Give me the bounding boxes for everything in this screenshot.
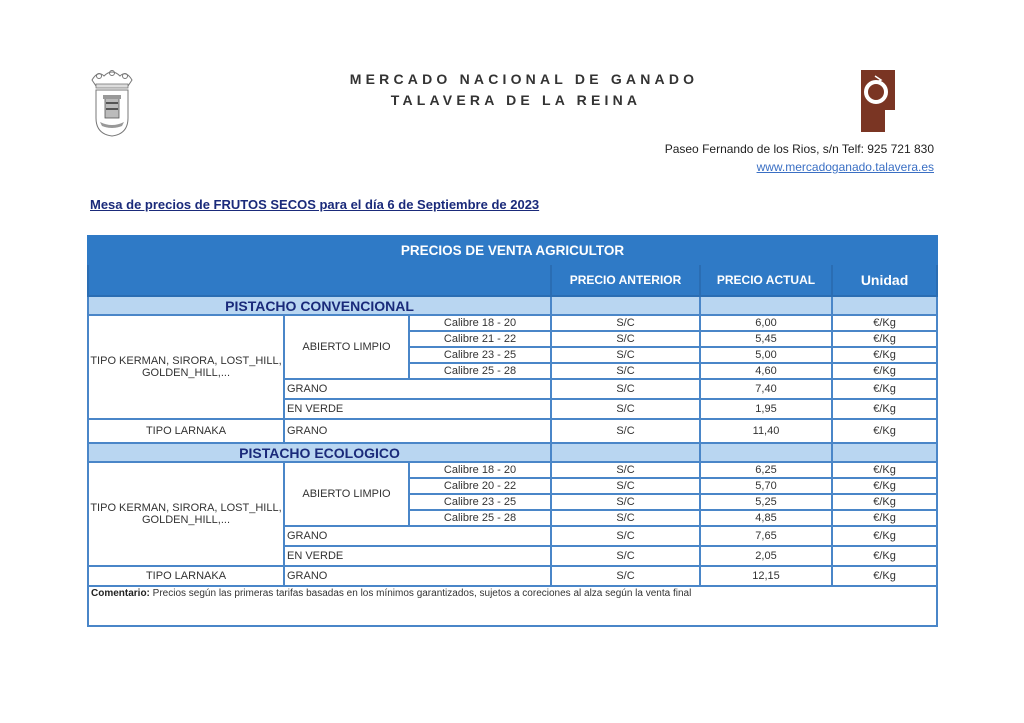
precio-actual-cell: 12,15 bbox=[700, 566, 832, 586]
precio-actual-cell: 5,70 bbox=[700, 478, 832, 494]
calibre-cell: Calibre 25 - 28 bbox=[409, 510, 551, 526]
market-logo-icon bbox=[859, 70, 897, 132]
product-cell: GRANO bbox=[284, 526, 551, 546]
product-cell: EN VERDE bbox=[284, 546, 551, 566]
precio-anterior-cell: S/C bbox=[551, 478, 700, 494]
website-link[interactable]: www.mercadoganado.talavera.es bbox=[756, 160, 934, 174]
unidad-cell: €/Kg bbox=[832, 494, 937, 510]
section-header-ecologico bbox=[88, 443, 937, 462]
org-name: MERCADO NACIONAL DE GANADO bbox=[349, 71, 699, 87]
section-filler bbox=[551, 443, 700, 462]
variety-cell: TIPO KERMAN, SIRORA, LOST_HILL, GOLDEN_HILL,... bbox=[88, 315, 284, 419]
section-header-convencional bbox=[88, 296, 937, 315]
unidad-cell: €/Kg bbox=[832, 315, 937, 331]
column-header-unidad: Unidad bbox=[832, 264, 937, 296]
column-header-precio-anterior: PRECIO ANTERIOR bbox=[551, 264, 700, 296]
precio-anterior-cell: S/C bbox=[551, 331, 700, 347]
unidad-cell: €/Kg bbox=[832, 478, 937, 494]
precio-actual-cell: 5,00 bbox=[700, 347, 832, 363]
precio-actual-cell: 7,40 bbox=[700, 379, 832, 399]
unidad-cell: €/Kg bbox=[832, 510, 937, 526]
comment-text: Precios según las primeras tarifas basadas en los mínimos garantizados, sujetos a coreciones al alza según la venta final bbox=[149, 588, 692, 599]
unidad-cell: €/Kg bbox=[832, 566, 937, 586]
precio-actual-cell: 6,00 bbox=[700, 315, 832, 331]
process-cell: ABIERTO LIMPIO bbox=[284, 462, 409, 526]
comment-label: Comentario: bbox=[91, 588, 150, 599]
precio-anterior-cell: S/C bbox=[551, 566, 700, 586]
section-filler bbox=[832, 443, 937, 462]
precio-anterior-cell: S/C bbox=[551, 347, 700, 363]
calibre-cell: Calibre 23 - 25 bbox=[409, 494, 551, 510]
precio-actual-cell: 4,85 bbox=[700, 510, 832, 526]
column-header-precio-actual: PRECIO ACTUAL bbox=[700, 264, 832, 296]
unidad-cell: €/Kg bbox=[832, 363, 937, 379]
precio-actual-cell: 2,05 bbox=[700, 546, 832, 566]
product-cell: GRANO bbox=[284, 566, 551, 586]
table-row bbox=[88, 315, 937, 331]
unidad-cell: €/Kg bbox=[832, 399, 937, 419]
contact-address: Paseo Fernando de los Rios, s/n Telf: 925 721 830 bbox=[664, 142, 934, 156]
unidad-cell: €/Kg bbox=[832, 526, 937, 546]
section-filler bbox=[832, 296, 937, 315]
price-table bbox=[87, 235, 936, 627]
unidad-cell: €/Kg bbox=[832, 331, 937, 347]
calibre-cell: Calibre 23 - 25 bbox=[409, 347, 551, 363]
section-title: PISTACHO ECOLOGICO bbox=[88, 443, 551, 462]
section-title: PISTACHO CONVENCIONAL bbox=[88, 296, 551, 315]
unidad-cell: €/Kg bbox=[832, 347, 937, 363]
calibre-cell: Calibre 21 - 22 bbox=[409, 331, 551, 347]
unidad-cell: €/Kg bbox=[832, 379, 937, 399]
precio-actual-cell: 1,95 bbox=[700, 399, 832, 419]
section-filler bbox=[700, 296, 832, 315]
calibre-cell: Calibre 20 - 22 bbox=[409, 478, 551, 494]
calibre-cell: Calibre 18 - 20 bbox=[409, 315, 551, 331]
precio-actual-cell: 5,25 bbox=[700, 494, 832, 510]
calibre-cell: Calibre 25 - 28 bbox=[409, 363, 551, 379]
document-heading: Mesa de precios de FRUTOS SECOS para el día 6 de Septiembre de 2023 bbox=[90, 197, 540, 212]
precio-anterior-cell: S/C bbox=[551, 399, 700, 419]
unidad-cell: €/Kg bbox=[832, 546, 937, 566]
org-city: TALAVERA DE LA REINA bbox=[390, 92, 642, 108]
precio-anterior-cell: S/C bbox=[551, 379, 700, 399]
precio-anterior-cell: S/C bbox=[551, 315, 700, 331]
table-row bbox=[88, 419, 937, 443]
precio-anterior-cell: S/C bbox=[551, 510, 700, 526]
precio-actual-cell: 11,40 bbox=[700, 419, 832, 443]
precio-anterior-cell: S/C bbox=[551, 546, 700, 566]
section-filler bbox=[700, 443, 832, 462]
precio-anterior-cell: S/C bbox=[551, 462, 700, 478]
precio-actual-cell: 4,60 bbox=[700, 363, 832, 379]
column-header-blank bbox=[88, 264, 551, 296]
precio-anterior-cell: S/C bbox=[551, 363, 700, 379]
precio-actual-cell: 6,25 bbox=[700, 462, 832, 478]
table-row bbox=[88, 462, 937, 478]
variety-cell: TIPO LARNAKA bbox=[88, 419, 284, 443]
table-banner: PRECIOS DE VENTA AGRICULTOR bbox=[88, 236, 937, 264]
calibre-cell: Calibre 18 - 20 bbox=[409, 462, 551, 478]
precio-actual-cell: 5,45 bbox=[700, 331, 832, 347]
product-cell: EN VERDE bbox=[284, 399, 551, 419]
unidad-cell: €/Kg bbox=[832, 462, 937, 478]
precio-anterior-cell: S/C bbox=[551, 526, 700, 546]
process-cell: ABIERTO LIMPIO bbox=[284, 315, 409, 379]
table-row bbox=[88, 566, 937, 586]
product-cell: GRANO bbox=[284, 419, 551, 443]
precio-anterior-cell: S/C bbox=[551, 419, 700, 443]
variety-cell: TIPO KERMAN, SIRORA, LOST_HILL, GOLDEN_HILL,... bbox=[88, 462, 284, 566]
comment-cell bbox=[88, 586, 937, 626]
section-filler bbox=[551, 296, 700, 315]
comment-row bbox=[88, 586, 937, 626]
product-cell: GRANO bbox=[284, 379, 551, 399]
precio-actual-cell: 7,65 bbox=[700, 526, 832, 546]
precio-anterior-cell: S/C bbox=[551, 494, 700, 510]
unidad-cell: €/Kg bbox=[832, 419, 937, 443]
variety-cell: TIPO LARNAKA bbox=[88, 566, 284, 586]
